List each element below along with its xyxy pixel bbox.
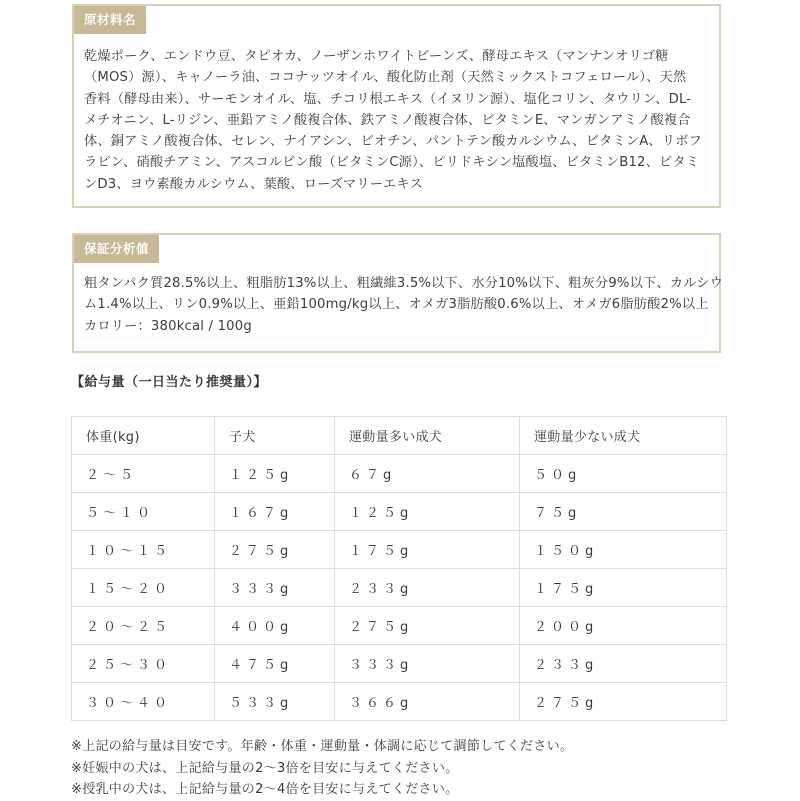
table-row xyxy=(72,569,727,607)
table-cell: ２０～２５ xyxy=(72,607,215,645)
table-row xyxy=(72,455,727,493)
table-cell: ４００g xyxy=(215,607,335,645)
table-cell: ２３３g xyxy=(335,569,520,607)
table-cell: ２７５g xyxy=(215,531,335,569)
ingredients-box xyxy=(72,4,721,208)
ingredients-line: ンD3、ヨウ素酸カルシウム、葉酸、ローズマリーエキス xyxy=(84,176,423,192)
table-row xyxy=(72,607,727,645)
feeding-heading: 【給与量（一日当たり推奨量）】 xyxy=(71,375,268,390)
table-cell: ２～５ xyxy=(72,455,215,493)
table-cell: ５３３g xyxy=(215,683,335,721)
table-cell: ２３３g xyxy=(520,645,727,683)
table-cell: １０～１５ xyxy=(72,531,215,569)
table-cell: １２５g xyxy=(215,455,335,493)
table-cell: ２５～３０ xyxy=(72,645,215,683)
table-header-row xyxy=(72,417,727,455)
table-cell: ２００g xyxy=(520,607,727,645)
note-line: ※妊娠中の犬は、上記給与量の2～3倍を目安に与えてください。 xyxy=(71,760,459,776)
note-line: ※授乳中の犬は、上記給与量の2～4倍を目安に与えてください。 xyxy=(71,782,459,797)
table-cell: ７５g xyxy=(520,493,727,531)
ingredients-text xyxy=(84,46,709,195)
ingredients-line: 体、銅アミノ酸複合体、セレン、ナイアシン、ビオチン、パントテン酸カルシウム、ビタミンA、リボフ xyxy=(84,134,702,150)
ingredients-line: （MOS）源）、キャノーラ油、ココナッツオイル、酸化防止剤（天然ミックストコフェロール）、天然 xyxy=(84,70,687,86)
table-cell: ３３３g xyxy=(335,645,520,683)
note-line: ※上記の給与量は目安です。年齢・体重・運動量・体調に応じて調節してください。 xyxy=(71,739,574,754)
table-row xyxy=(72,531,727,569)
header-inactive-adult: 運動量少ない成犬 xyxy=(520,417,727,455)
table-cell: ２７５g xyxy=(335,607,520,645)
table-cell: １５～２０ xyxy=(72,569,215,607)
table-cell: １６７g xyxy=(215,493,335,531)
analysis-box xyxy=(72,233,724,353)
table-cell: １７５g xyxy=(335,531,520,569)
analysis-line: ム1.4%以上、リン0.9%以上、亜鉛100mg/kg以上、オメガ3脂肪酸0.6%以上、オメガ6脂肪酸2%以上 xyxy=(84,297,709,313)
feeding-notes xyxy=(71,736,573,801)
feeding-table xyxy=(71,416,727,721)
ingredients-line: ラビン、硝酸チアミン、アスコルビン酸（ビタミンC源）、ピリドキシン塩酸塩、ビタミンB12、ビタミ xyxy=(84,155,700,171)
header-active-adult: 運動量多い成犬 xyxy=(335,417,520,455)
header-weight: 体重(kg) xyxy=(72,417,215,455)
table-cell: ５～１０ xyxy=(72,493,215,531)
analysis-text xyxy=(84,273,724,337)
table-cell: ３０～４０ xyxy=(72,683,215,721)
analysis-line: カロリー：380kcal / 100g xyxy=(84,318,252,334)
ingredients-line: 乾燥ポーク、エンドウ豆、タピオカ、ノーザンホワイトビーンズ、酵母エキス（マンナンオリゴ糖 xyxy=(84,49,669,64)
table-cell: ４７５g xyxy=(215,645,335,683)
analysis-line: 粗タンパク質28.5%以上、粗脂肪13%以上、粗繊維3.5%以下、水分10%以下、粗灰分9%以下、カルシウ xyxy=(84,276,724,291)
table-cell: １２５g xyxy=(335,493,520,531)
table-cell: ６７g xyxy=(335,455,520,493)
table-row xyxy=(72,683,727,721)
table-cell: ２７５g xyxy=(520,683,727,721)
ingredients-label: 原材料名 xyxy=(74,6,146,34)
table-cell: ３３３g xyxy=(215,569,335,607)
analysis-label: 保証分析値 xyxy=(74,235,159,263)
table-cell: ５０g xyxy=(520,455,727,493)
table-row xyxy=(72,493,727,531)
ingredients-line: 香料（酵母由来）、サーモンオイル、塩、チコリ根エキス（イヌリン源）、塩化コリン、タウリン、DL- xyxy=(84,91,692,107)
ingredients-line: メチオニン、L-リジン、亜鉛アミノ酸複合体、鉄アミノ酸複合体、ビタミンE、マンガンアミノ酸複合 xyxy=(84,112,691,128)
header-puppy: 子犬 xyxy=(215,417,335,455)
table-cell: １７５g xyxy=(520,569,727,607)
table-cell: ３６６g xyxy=(335,683,520,721)
table-cell: １５０g xyxy=(520,531,727,569)
table-row xyxy=(72,645,727,683)
